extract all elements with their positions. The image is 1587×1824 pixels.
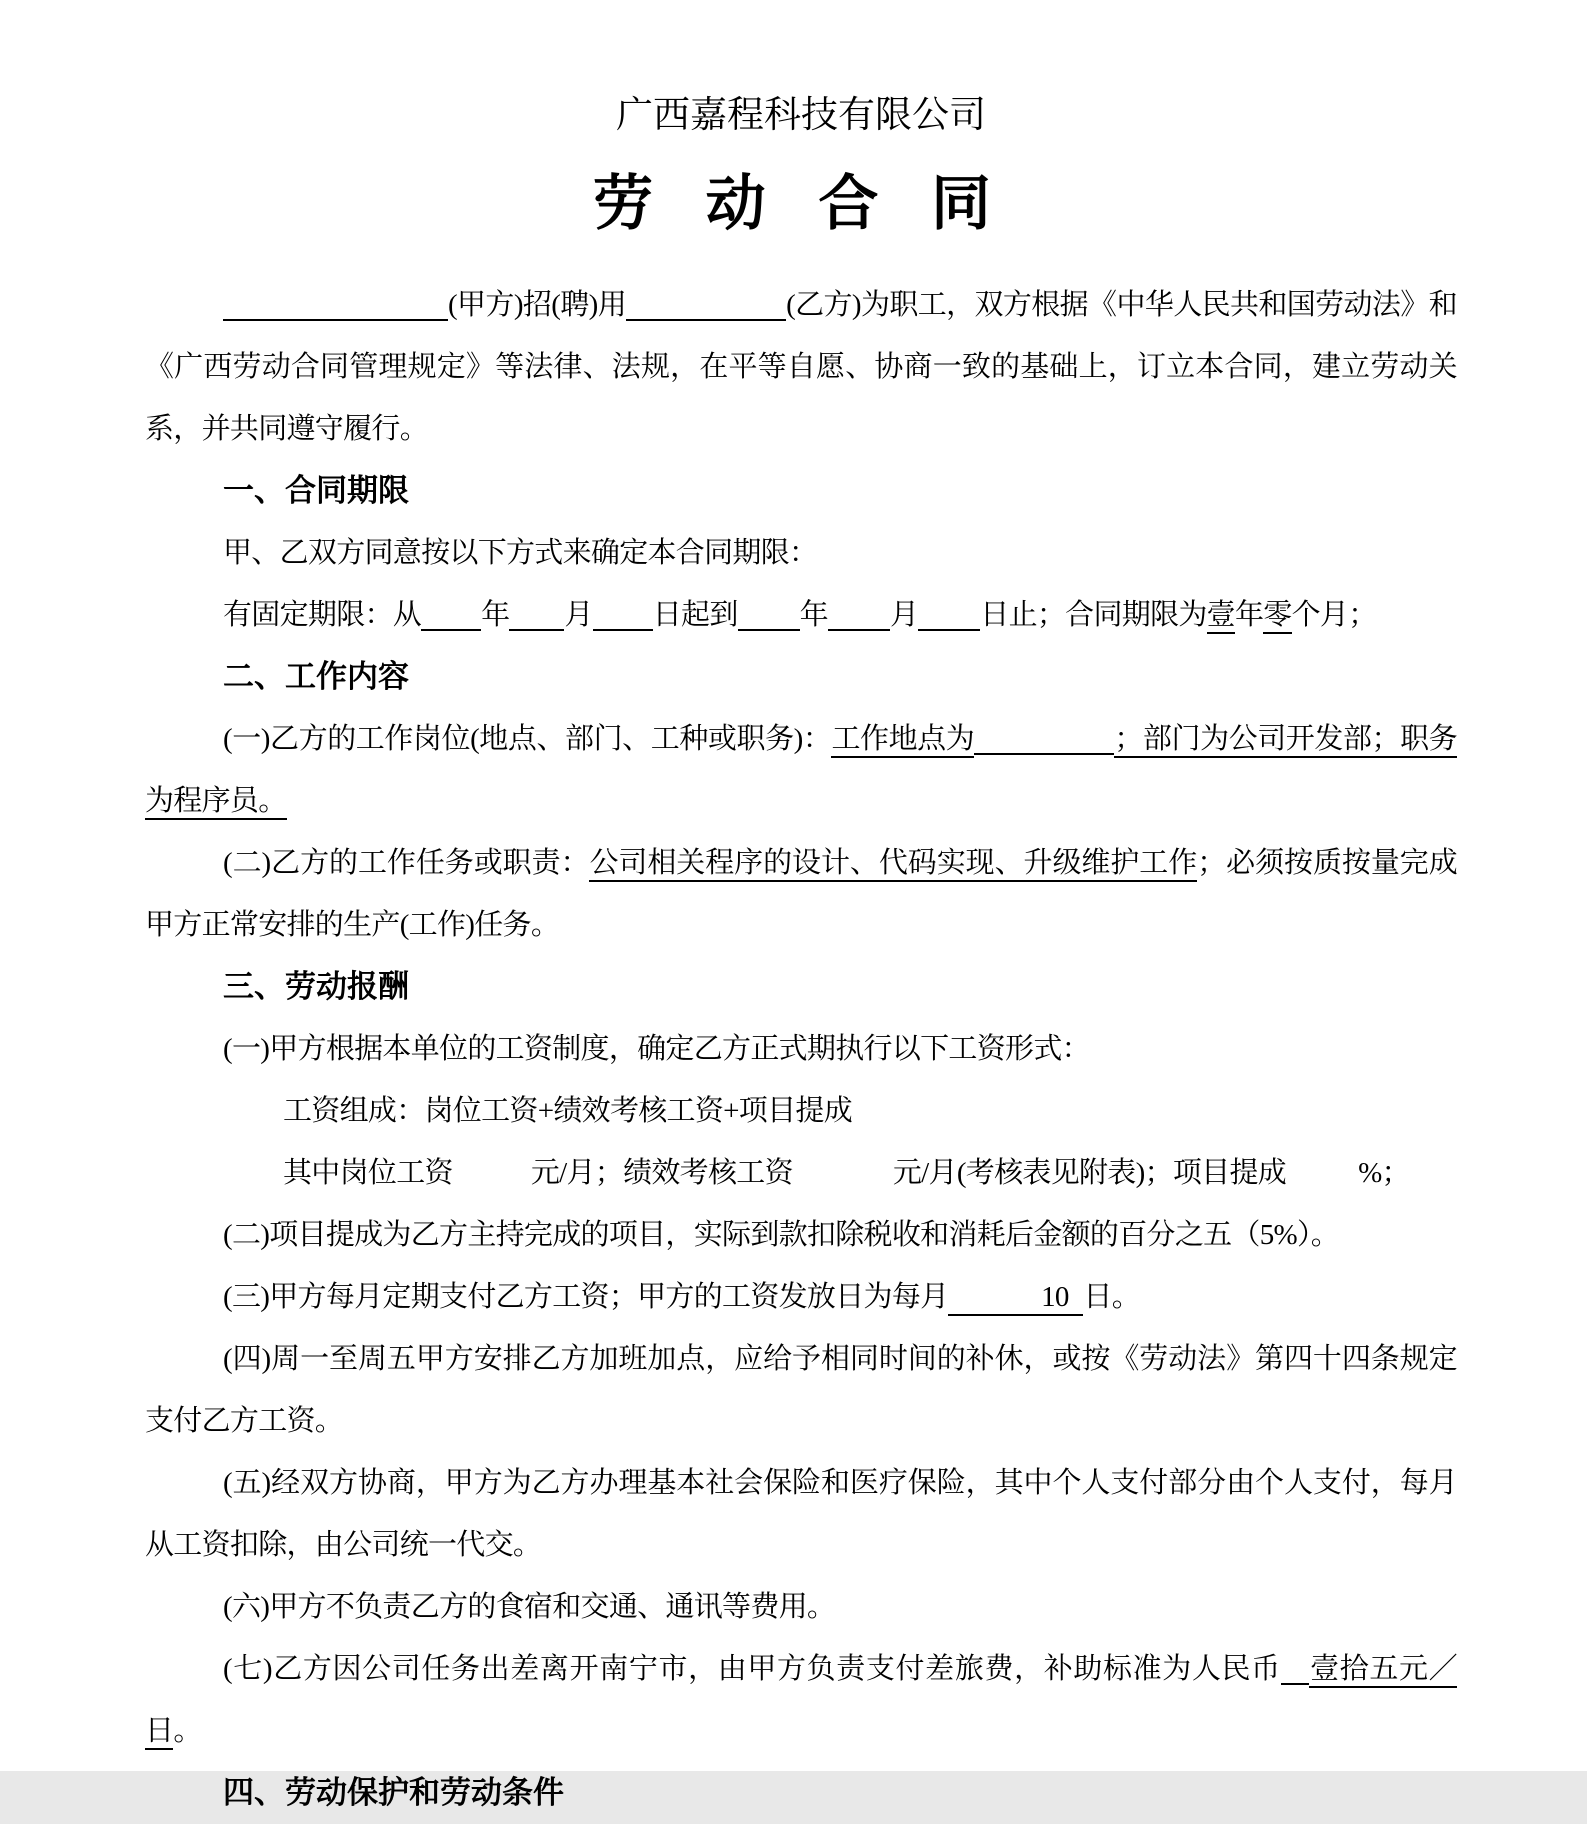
base-salary-label: 其中岗位工资 (283, 1157, 453, 1189)
year-label-2: 年 (799, 599, 828, 631)
intro-paragraph (145, 274, 1457, 460)
payday-value-blank: 10 (948, 1281, 1083, 1316)
start-year-blank (421, 599, 481, 631)
end-year-blank (738, 599, 800, 631)
percent-label: %； (1358, 1157, 1410, 1189)
document-body (145, 274, 1457, 1824)
end-month-blank (828, 599, 890, 631)
start-day-blank (593, 599, 653, 631)
section3-paragraph-5: (五)经双方协商，甲方为乙方办理基本社会保险和医疗保险，其中个人支付部分由个人支付，每月从工资扣除，由公司统一代交。 (145, 1467, 1457, 1561)
work-location-blank (974, 723, 1114, 755)
section4-heading: 四、劳动保护和劳动条件 (223, 1775, 564, 1810)
section3-heading: 三、劳动报酬 (223, 969, 409, 1004)
fixed-term-prefix: 有固定期限：从 (223, 599, 422, 631)
intro-text-b: (乙方)为职工，双方根据《中华人民共和国劳动法》和《广西劳动合同管理规定》等法律、法规，在平等自愿、协商一致的基础上，订立本合同，建立劳动关系，并共同遵守履行。 (145, 289, 1457, 445)
base-salary-blank (453, 1181, 531, 1182)
section1-fixed-term-line (145, 584, 1457, 646)
section3-paragraph-2: (二)项目提成为乙方主持完成的项目，实际到款扣除税收和消耗后金额的百分之五（5%）。 (223, 1219, 1340, 1251)
travel-allowance-prefix: (七)乙方因公司任务出差离开南宁市，由甲方负责支付差旅费，补助标准为人民币 (223, 1653, 1281, 1685)
party-b-blank (626, 289, 786, 321)
end-day-blank (918, 599, 980, 631)
job-duty-label: (二)乙方的工作任务或职责： (223, 847, 590, 879)
travel-allowance-suffix: 。 (173, 1715, 202, 1747)
day-start-label: 日起到 (652, 599, 738, 631)
section1-heading: 一、合同期限 (223, 473, 409, 508)
project-commission-label: 元/月(考核表见附表)；项目提成 (892, 1157, 1287, 1189)
section3-paragraph-7 (145, 1638, 1457, 1762)
department-position-answer: ；部门为公司开发部；职务为程序员。 (145, 723, 1457, 820)
section3-paragraph-1: (一)甲方根据本单位的工资制度，确定乙方正式期执行以下工资形式： (223, 1033, 1090, 1065)
term-months-value: 零 (1263, 599, 1291, 634)
party-a-blank (223, 289, 448, 321)
term-suffix-label: 个月； (1291, 599, 1377, 631)
travel-allowance-lead-blank (1281, 1653, 1309, 1685)
job-post-label: (一)乙方的工作岗位(地点、部门、工种或职务)： (223, 723, 832, 755)
intro-text-a: (甲方)招(聘)用 (448, 289, 627, 321)
year-label: 年 (481, 599, 510, 631)
month-label: 月 (564, 599, 593, 631)
section2-paragraph-1 (145, 708, 1457, 832)
work-location-answer: 工作地点为 (831, 723, 974, 758)
project-commission-blank (1286, 1181, 1358, 1182)
payday-prefix: (三)甲方每月定期支付乙方工资；甲方的工资发放日为每月 (223, 1281, 949, 1313)
start-month-blank (509, 599, 564, 631)
job-duty-answer: 公司相关程序的设计、代码实现、升级维护工作 (589, 847, 1197, 882)
section2-heading: 二、工作内容 (223, 659, 409, 694)
performance-salary-label: 元/月；绩效考核工资 (530, 1157, 793, 1189)
section2-paragraph-2 (145, 832, 1457, 956)
term-between-label: 年 (1234, 599, 1264, 631)
payday-suffix: 日。 (1083, 1281, 1141, 1313)
section1-paragraph-1: 甲、乙双方同意按以下方式来确定本合同期限： (223, 537, 818, 569)
performance-salary-blank (793, 1181, 893, 1182)
month-label-2: 月 (889, 599, 919, 631)
section3-paragraph-4: (四)周一至周五甲方安排乙方加班加点，应给予相同时间的补休，或按《劳动法》第四十四条规定支付乙方工资。 (145, 1343, 1457, 1437)
salary-detail-line (145, 1142, 1457, 1204)
salary-composition-line: 工资组成：岗位工资+绩效考核工资+项目提成 (283, 1095, 853, 1127)
job-duty-suffix: ；必须按质按量完成甲方正常安排的生产(工作)任务。 (145, 847, 1457, 941)
section3-paragraph-3 (145, 1266, 1457, 1328)
company-name: 广西嘉程科技有限公司 (616, 95, 986, 136)
section3-paragraph-6: (六)甲方不负责乙方的食宿和交通、通讯等费用。 (223, 1591, 836, 1623)
term-years-value: 壹 (1207, 599, 1235, 634)
document-title: 劳 动 合 同 (592, 170, 1009, 237)
travel-allowance-value: 壹拾五元／日 (145, 1653, 1457, 1750)
day-end-label: 日止；合同期限为 (980, 599, 1207, 631)
